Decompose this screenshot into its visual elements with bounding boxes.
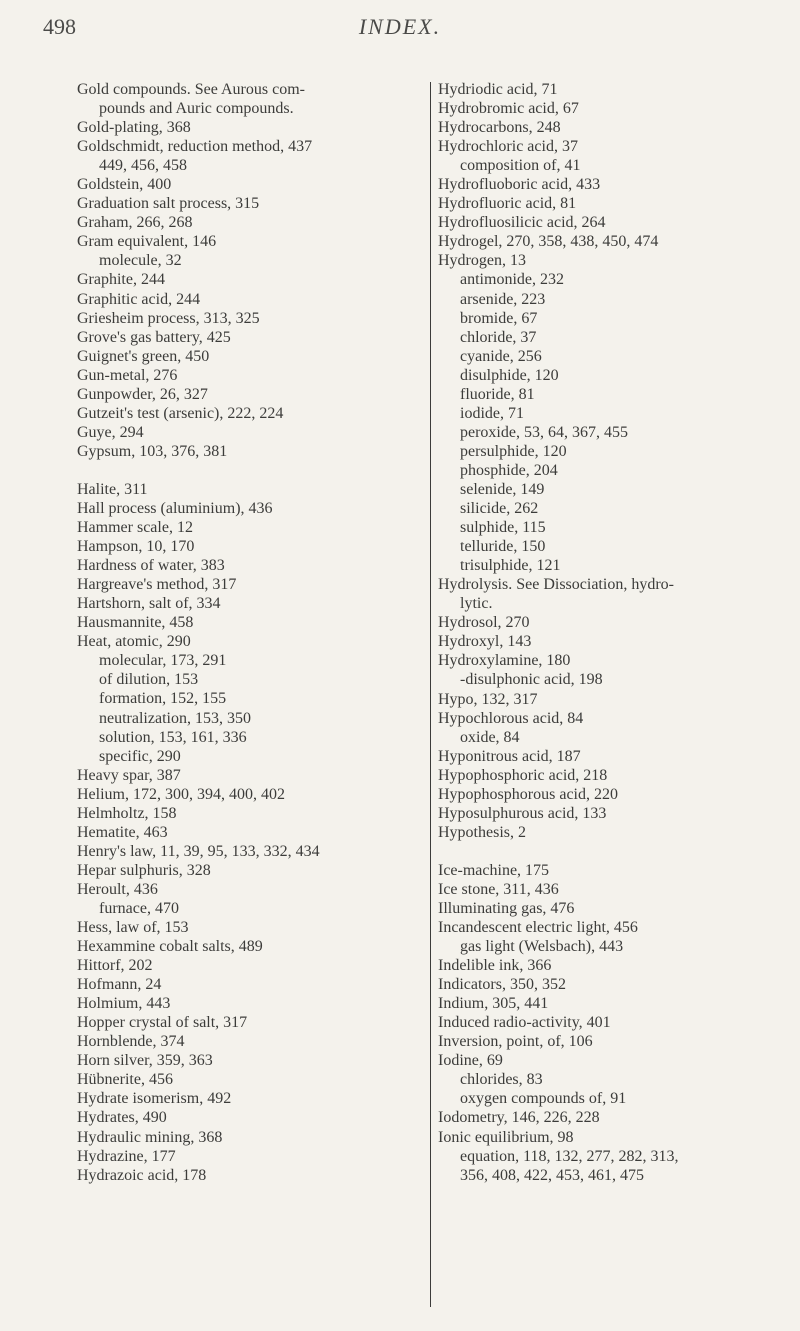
index-entry: Hypothesis, 2 [438,823,526,841]
index-entry: Hartshorn, salt of, 334 [77,595,221,613]
index-entry: Ice stone, 311, 436 [438,880,559,898]
index-entry: Hydrogen, 13 [438,252,526,270]
index-entry: Gold compounds. See Aurous com- [77,81,305,98]
index-entry: Graphite, 244 [77,271,165,289]
index-entry: Goldstein, 400 [77,176,172,194]
index-entry: Hypo, 132, 317 [438,690,538,708]
index-entry: Halite, 311 [77,480,148,498]
index-entry: Hydrofluoboric acid, 433 [438,176,601,194]
index-entry: oxygen compounds of, 91 [460,1090,627,1108]
index-entry: Hydraulic mining, 368 [77,1128,223,1146]
index-entry: iodide, 71 [460,404,524,422]
index-entry: Hornblende, 374 [77,1033,185,1051]
index-entry: Hydrocarbons, 248 [438,119,561,137]
index-entry: trisulphide, 121 [460,557,561,575]
index-entry: Hydrofluoric acid, 81 [438,195,577,213]
index-entry: Hydriodic acid, 71 [438,81,558,98]
index-entry: -disulphonic acid, 198 [460,671,603,689]
index-entry: persulphide, 120 [460,442,567,460]
index-entry: Gun-metal, 276 [77,366,178,384]
index-entry: Goldschmidt, reduction method, 437 [77,138,313,156]
index-entry: chlorides, 83 [460,1071,543,1089]
index-entry: Helmholtz, 158 [77,804,177,822]
index-entry: Hydroxylamine, 180 [438,652,571,670]
index-entry: Hall process (aluminium), 436 [77,499,273,517]
index-entry: phosphide, 204 [460,461,558,479]
index-entry: antimonide, 232 [460,271,564,289]
index-entry: Graham, 266, 268 [77,214,193,232]
column-divider [430,82,431,1307]
index-entry: Hydroxyl, 143 [438,633,532,651]
index-entry: Hematite, 463 [77,823,168,841]
index-entry: Hydrochloric acid, 37 [438,138,578,156]
index-entry: Gold-plating, 368 [77,119,191,137]
index-entry: Gypsum, 103, 376, 381 [77,442,228,460]
index-entry: Guignet's green, 450 [77,347,210,365]
running-title: INDEX. [358,14,442,39]
index-entry: Hydrates, 490 [77,1109,167,1127]
index-entry: oxide, 84 [460,728,520,746]
index-entry: Gram equivalent, 146 [77,233,217,251]
index-entry: disulphide, 120 [460,366,559,384]
page-number: 498 [43,14,76,39]
index-entry: Inversion, point, of, 106 [438,1033,593,1051]
index-entry: Indium, 305, 441 [438,995,549,1013]
index-entry: Heat, atomic, 290 [77,633,191,651]
index-entry: Incandescent electric light, 456 [438,919,638,937]
index-entry: Induced radio-activity, 401 [438,1014,611,1032]
index-entry: Griesheim process, 313, 325 [77,309,260,327]
index-entry: Hypophosphorous acid, 220 [438,785,618,803]
index-entry: Holmium, 443 [77,995,171,1013]
index-entry: peroxide, 53, 64, 367, 455 [460,423,628,441]
index-entry: Hyposulphurous acid, 133 [438,804,607,822]
index-entry: Hepar sulphuris, 328 [77,861,211,879]
index-entry: Hydrazoic acid, 178 [77,1166,207,1184]
index-entry: Hydrolysis. See Dissociation, hydro- [438,576,674,594]
index-column-left [77,80,417,1185]
index-entry: Hydrosol, 270 [438,614,530,632]
index-entry: Graphitic acid, 244 [77,290,201,308]
index-entry: Heavy spar, 387 [77,766,181,784]
index-entry: Hexammine cobalt salts, 489 [77,938,263,956]
index-entry: Guye, 294 [77,423,144,441]
index-entry: lytic. [460,595,493,613]
index-entry: Iodine, 69 [438,1052,503,1070]
page-header [0,14,800,44]
index-entry: Hübnerite, 456 [77,1071,173,1089]
index-entry: Illuminating gas, 476 [438,899,575,917]
index-entry: cyanide, 256 [460,347,542,365]
index-entry: Heroult, 436 [77,880,158,898]
index-entry: Hydrazine, 177 [77,1147,176,1165]
index-entry: Hydrobromic acid, 67 [438,100,579,118]
index-entry: Hausmannite, 458 [77,614,194,632]
index-entry: Henry's law, 11, 39, 95, 133, 332, 434 [77,842,320,860]
index-entry: Hypophosphoric acid, 218 [438,766,608,784]
index-entry: gas light (Welsbach), 443 [460,938,624,956]
index-entry: Hammer scale, 12 [77,519,193,537]
index-entry: Hyponitrous acid, 187 [438,747,581,765]
index-entry: neutralization, 153, 350 [99,709,251,727]
index-entry: silicide, 262 [460,500,539,518]
index-entry: Hess, law of, 153 [77,919,189,937]
index-entry: bromide, 67 [460,309,538,327]
index-entry: pounds and Auric compounds. [99,100,294,118]
index-entry: Hydrate isomerism, 492 [77,1090,232,1108]
index-entry: Ice-machine, 175 [438,861,550,879]
index-entry: Ionic equilibrium, 98 [438,1128,574,1146]
index-entry: arsenide, 223 [460,290,546,308]
index-entry: Hydrofluosilicic acid, 264 [438,214,606,232]
index-column-right [438,80,778,1185]
index-entry: Iodometry, 146, 226, 228 [438,1109,600,1127]
index-entry: molecule, 32 [99,252,182,270]
index-entry: Grove's gas battery, 425 [77,328,231,346]
index-entry: of dilution, 153 [99,671,199,689]
index-entry: Indelible ink, 366 [438,957,552,975]
index-entry: Hofmann, 24 [77,976,162,994]
index-entry: Indicators, 350, 352 [438,976,566,994]
index-entry: formation, 152, 155 [99,690,227,708]
index-entry: Hardness of water, 383 [77,557,225,575]
index-entry: Horn silver, 359, 363 [77,1052,213,1070]
index-entry: composition of, 41 [460,157,581,175]
index-entry: equation, 118, 132, 277, 282, 313, [460,1147,679,1165]
index-entry: 449, 456, 458 [99,157,187,175]
index-entry: Hydrogel, 270, 358, 438, 450, 474 [438,233,659,251]
index-entry: Hypochlorous acid, 84 [438,709,584,727]
index-entry: Graduation salt process, 315 [77,195,260,213]
index-entry: fluoride, 81 [460,385,535,403]
index-entry: Hopper crystal of salt, 317 [77,1014,248,1032]
index-entry: Gutzeit's test (arsenic), 222, 224 [77,404,284,422]
index-entry: Gunpowder, 26, 327 [77,385,208,403]
index-entry: telluride, 150 [460,538,546,556]
index-entry: furnace, 470 [99,899,179,917]
index-entry: 356, 408, 422, 453, 461, 475 [460,1166,644,1184]
index-entry: Hittorf, 202 [77,957,153,975]
index-entry: Hampson, 10, 170 [77,538,195,556]
index-entry: Helium, 172, 300, 394, 400, 402 [77,785,285,803]
index-entry: sulphide, 115 [460,519,546,537]
index-entry: solution, 153, 161, 336 [99,728,247,746]
index-entry: specific, 290 [99,747,181,765]
index-entry: molecular, 173, 291 [99,652,227,670]
index-entry: Hargreave's method, 317 [77,576,237,594]
index-entry: selenide, 149 [460,480,545,498]
index-entry: chloride, 37 [460,328,537,346]
